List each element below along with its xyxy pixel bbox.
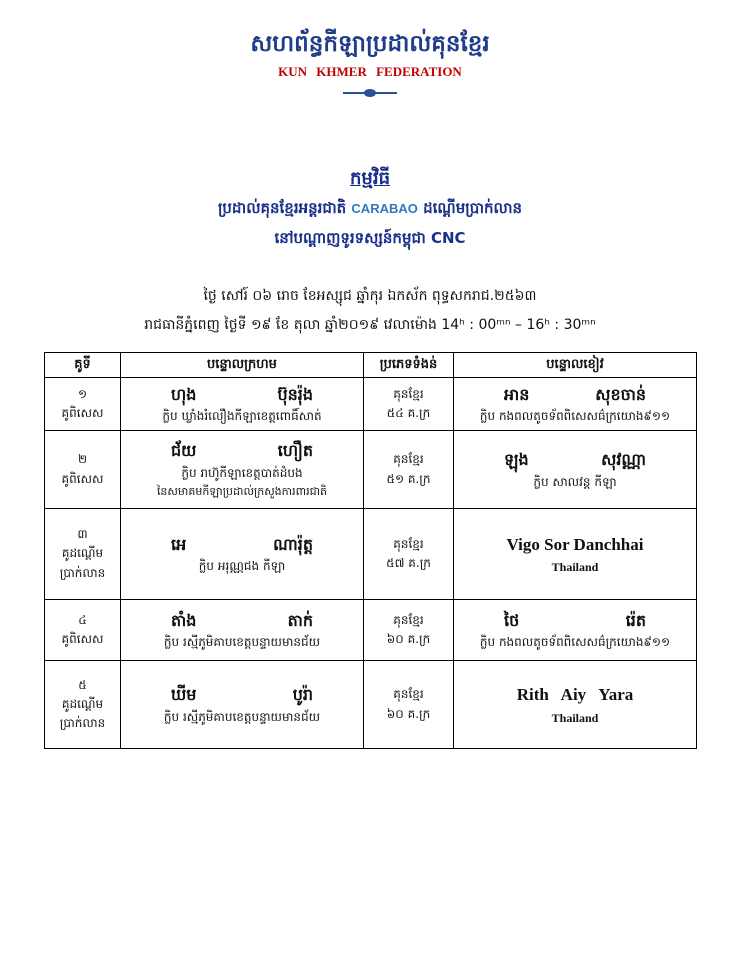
bout-number: ៣ (77, 527, 88, 542)
blue-fighter-cell (454, 600, 697, 661)
blue-first-name: អាន (504, 384, 530, 404)
red-last-name: តាក់ (287, 610, 313, 630)
blue-club: ក្លិប កងពលតូចទ័ពពិសេសធ៌ក្រយោង៩១១ (479, 635, 671, 650)
blue-fighter-cell (454, 509, 697, 600)
broadcast-line: នៅបណ្តាញទូរទស្សន៍កម្ពុជា CNC (274, 229, 466, 247)
red-first-name: ឃីម (171, 685, 197, 705)
bout-number-cell (45, 661, 121, 749)
weight-style: គុនខ្មែរ (393, 452, 424, 467)
bout-number: ២ (77, 452, 88, 467)
bout-type: គូពិសេស (61, 632, 104, 646)
blue-last-name: រ៉េត (625, 610, 646, 630)
red-last-name: ប៊ុនរ៉ុង (277, 384, 313, 404)
blue-fighter-name: Rith Aiy Yara (516, 685, 634, 705)
weight-style: គុនខ្មែរ (393, 612, 424, 627)
red-fighter-cell (121, 600, 364, 661)
federation-title-english: KUN KHMER FEDERATION (278, 64, 462, 79)
event-title-part-1: ប្រដាល់គុនខ្មែរអន្តរជាតិ (217, 199, 347, 217)
red-fighter-cell (121, 661, 364, 749)
blue-club: ក្លិប កងពលតូចទ័ពពិសេសធ៌ក្រយោង៩១១ (479, 409, 671, 424)
bout-number: ១ (77, 386, 88, 401)
col-header-number: គូទី (45, 353, 121, 378)
blue-fighter-cell (454, 661, 697, 749)
red-club: ក្លិប រស្មីភូមិគាបខេត្តបន្ទាយមានជ័យ (163, 709, 321, 724)
bout-number-cell (45, 378, 121, 431)
blue-fighter-name: Vigo Sor Danchhai (506, 534, 644, 554)
red-club: ក្លិប អរុណ្ណជង កីឡា (198, 559, 286, 574)
weight-cell (364, 431, 454, 509)
sponsor-brand: CARABAO (351, 201, 418, 216)
blue-last-name: សុខចាន់ (595, 384, 646, 404)
event-title-line (0, 199, 740, 221)
col-header-blue-corner: បន្ទោលខៀវ (454, 353, 697, 378)
bout-type: គូពិសេស (61, 406, 104, 420)
bout-number-cell (45, 431, 121, 509)
red-club: ក្លិប រស្មីភូមិគាបខេត្តបន្ទាយមានជ័យ (163, 635, 321, 650)
weight-cell (364, 661, 454, 749)
bout-number: ៥ (78, 677, 87, 692)
weight-kg: ៥១ គ.ក្រ (386, 471, 431, 486)
bout-number: ៤ (78, 612, 87, 627)
weight-kg: ៦០ គ.ក្រ (386, 632, 431, 646)
col-header-weight: ប្រភេទទំងន់ (364, 353, 454, 378)
event-title-part-2: ដណ្តើមប្រាក់លាន (423, 199, 523, 217)
date-time-line: រាជធានីភ្នំពេញ ថ្ងៃទី ១៩ ខែ តុលា ឆ្នាំ២០១៩ វេលាម៉ោង 14ʰ : 00ᵐⁿ – 16ʰ : 30ᵐⁿ (144, 317, 596, 333)
weight-kg: ៥៧ គ.ក្រ (386, 556, 431, 570)
col-header-red-corner: បន្ទោលក្រហម (121, 353, 364, 378)
bout-type-2: ប្រាក់លាន (59, 716, 106, 731)
weight-cell (364, 600, 454, 661)
weight-kg: ៦០ គ.ក្រ (386, 706, 431, 721)
weight-style: គុនខ្មែរ (393, 536, 424, 551)
program-title: កម្មវិធី (350, 168, 390, 189)
red-club-association: នៃសមាគមកីឡាប្រដាល់ក្រសួងការពារជាតិ (156, 485, 328, 499)
table-row (45, 600, 697, 661)
red-fighter-cell (121, 431, 364, 509)
bout-number-cell (45, 509, 121, 600)
red-first-name: តាំង (171, 610, 197, 630)
table-row (45, 661, 697, 749)
lunar-date-line: ថ្ងៃ សៅរ៍ ០៦ រោច ខែអស្សុជ ឆ្នាំកុរ ឯកស័ក ពុទ្ធសករាជ.២៥៦៣ (203, 288, 537, 304)
bout-type-2: ប្រាក់លាន (59, 565, 106, 580)
red-first-name: ហុង (171, 384, 197, 404)
bout-type: គូពិសេស (61, 471, 104, 486)
blue-last-name: សុវណ្ណា (601, 450, 646, 470)
table-row (45, 509, 697, 600)
red-club: ក្លិប ឃ្លាំងរំលឿងកីឡាខេត្តពោធិ៍សាត់ (162, 409, 322, 424)
weight-cell (364, 378, 454, 431)
bout-type: គូដណ្តើម (61, 546, 104, 561)
bout-type: គូដណ្តើម (61, 696, 104, 711)
federation-title-khmer: សហព័ន្ធកីឡាប្រដាល់គុនខ្មែរ (250, 31, 490, 57)
blue-fighter-country: Thailand (551, 710, 599, 725)
fight-card-table (44, 352, 697, 749)
bout-number-cell (45, 600, 121, 661)
table-row (45, 378, 697, 431)
red-last-name: ហឿត (277, 441, 313, 461)
blue-club: ក្លិប សាលវន្ត កីឡា (533, 474, 617, 489)
red-last-name: បូរ៉ា (292, 685, 313, 705)
weight-kg: ៥៤ គ.ក្រ (386, 406, 431, 420)
weight-cell (364, 509, 454, 600)
red-first-name: ជ័យ (171, 441, 197, 461)
blue-fighter-cell (454, 378, 697, 431)
blue-first-name: ឡុង (504, 450, 529, 470)
red-club: ក្លិប រាហ៊ូកីឡាខេត្តបាត់ដំបង (181, 465, 303, 480)
red-fighter-cell (121, 509, 364, 600)
weight-style: គុនខ្មែរ (393, 386, 424, 401)
red-last-name: ណារ៉ុត្ត (273, 534, 313, 554)
blue-first-name: ថៃ (504, 610, 520, 630)
table-row (45, 431, 697, 509)
table-header-row (45, 353, 697, 378)
red-first-name: អេ (171, 534, 187, 554)
weight-style: គុនខ្មែរ (393, 687, 424, 702)
blue-fighter-cell (454, 431, 697, 509)
divider-ornament (0, 88, 740, 98)
red-fighter-cell (121, 378, 364, 431)
blue-fighter-country: Thailand (551, 560, 599, 574)
